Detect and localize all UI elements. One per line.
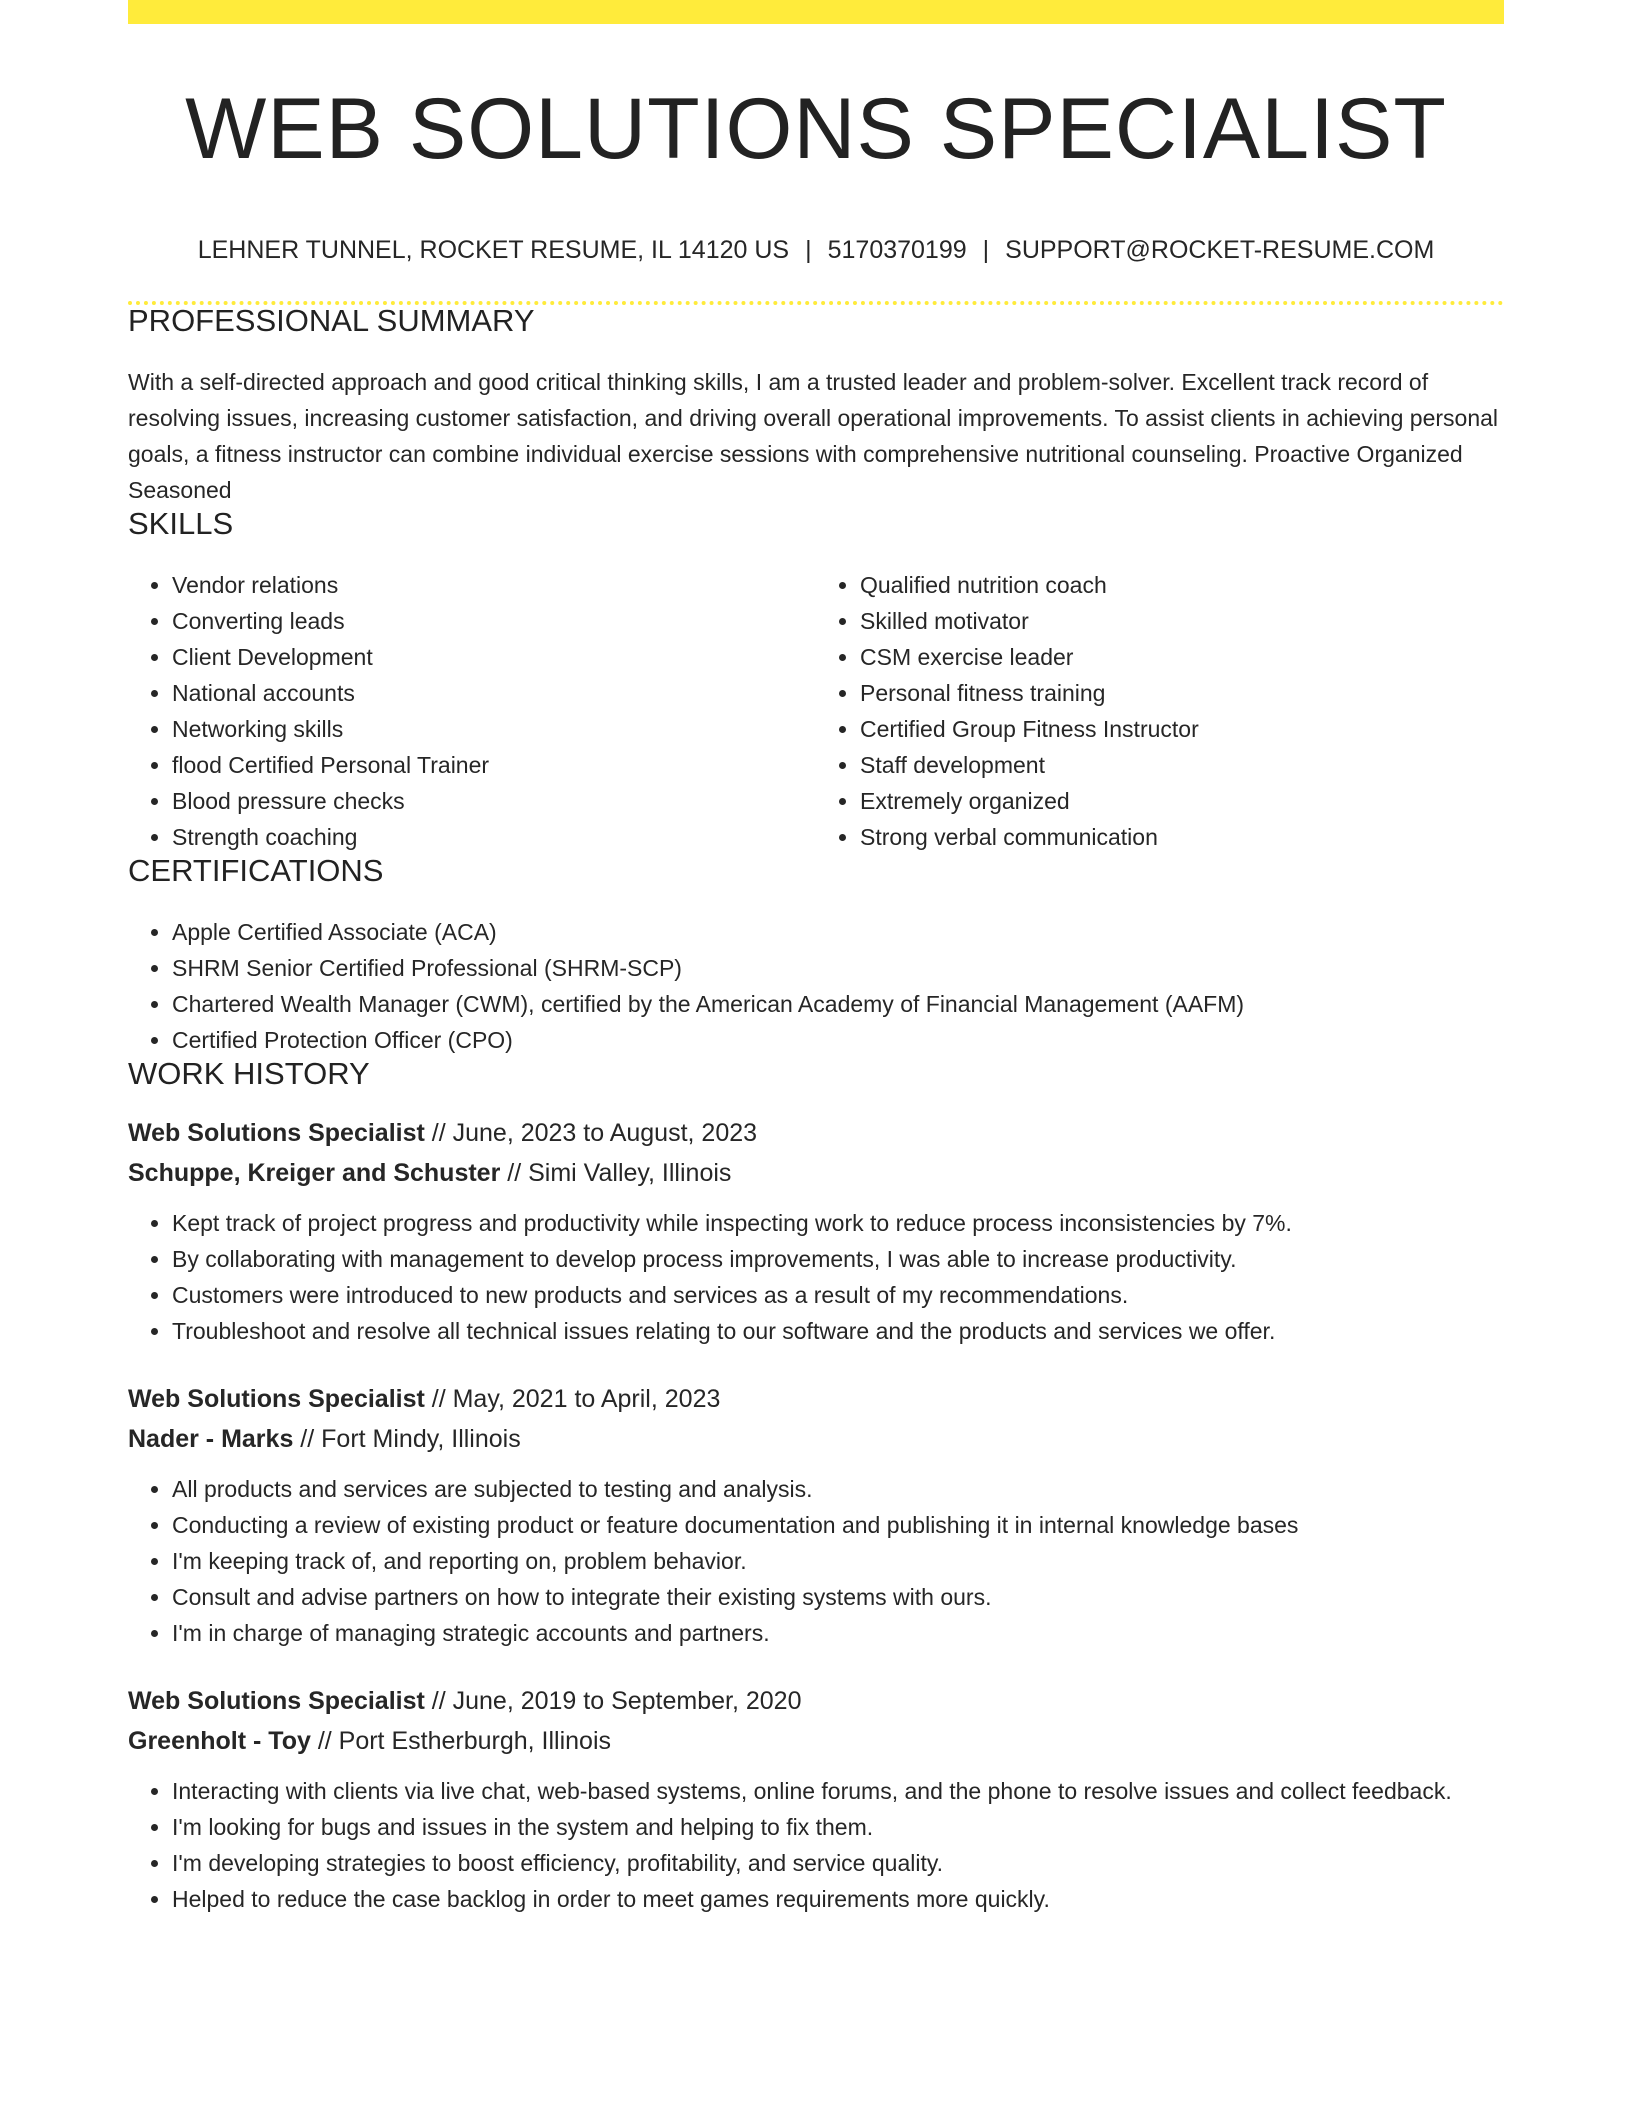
skill-item: • Staff development [860, 747, 1504, 783]
job-dates: // May, 2021 to April, 2023 [424, 1385, 721, 1413]
skill-item: • Personal fitness training [860, 675, 1504, 711]
skill-item: • Certified Group Fitness Instructor [860, 711, 1504, 747]
contact-line [128, 238, 1504, 263]
summary-heading: PROFESSIONAL SUMMARY [128, 303, 535, 338]
contact-phone: 5170370199 [827, 236, 967, 264]
job-company-line [128, 1419, 1504, 1459]
skill-item: • flood Certified Personal Trainer [172, 747, 816, 783]
job-bullet: • Helped to reduce the case backlog in order to meet games requirements more quickly. [172, 1881, 1504, 1917]
job-bullet: • Customers were introduced to new products and services as a result of my recommendations. [172, 1277, 1504, 1313]
contact-separator: | [982, 236, 990, 264]
job-dates: // June, 2019 to September, 2020 [424, 1687, 802, 1715]
summary-text: With a self-directed approach and good critical thinking skills, I am a trusted leader and problem-solver. Excellent track record of resolving issues, increasing customer satisfaction, and driving overall operational improvements. To assist clients in achieving personal goals, a fitness instructor can combine individual exercise sessions with comprehensive nutritional counseling. Proactive Organized Seasoned [128, 369, 1499, 503]
skill-item: • Skilled motivator [860, 603, 1504, 639]
job-company: Nader - Marks [128, 1425, 294, 1453]
job-bullet: • I'm developing strategies to boost efficiency, profitability, and service quality. [172, 1845, 1504, 1881]
contact-separator: | [805, 236, 812, 264]
job-bullet: • Consult and advise partners on how to integrate their existing systems with ours. [172, 1579, 1504, 1615]
skills-column-left [128, 567, 816, 855]
resume-page [128, 0, 1504, 1917]
top-accent-bar [128, 0, 1504, 24]
job-dates: // June, 2023 to August, 2023 [424, 1119, 758, 1147]
certification-item: • SHRM Senior Certified Professional (SHRM-SCP) [172, 950, 1504, 986]
job-entry [128, 1681, 1504, 1917]
skill-item: • Qualified nutrition coach [860, 567, 1504, 603]
work-history-heading: WORK HISTORY [128, 1056, 370, 1091]
skill-item: • Converting leads [172, 603, 816, 639]
certifications-list [128, 914, 1504, 1058]
job-bullet: • I'm in charge of managing strategic accounts and partners. [172, 1615, 1504, 1651]
contact-address: LEHNER TUNNEL, ROCKET RESUME, IL 14120 US [197, 236, 790, 264]
job-bullet: • Kept track of project progress and productivity while inspecting work to reduce process inconsistencies by 7%. [172, 1205, 1504, 1241]
skill-item: • Strength coaching [172, 819, 816, 855]
job-bullet-list [128, 1471, 1504, 1651]
job-role: Web Solutions Specialist [128, 1687, 425, 1715]
skill-item: • Vendor relations [172, 567, 816, 603]
job-location: // Simi Valley, Illinois [500, 1159, 732, 1187]
certification-item: • Certified Protection Officer (CPO) [172, 1022, 1504, 1058]
skill-item: • Blood pressure checks [172, 783, 816, 819]
job-company-line [128, 1153, 1504, 1193]
job-bullet: • All products and services are subjected to testing and analysis. [172, 1471, 1504, 1507]
job-bullet: • Conducting a review of existing product or feature documentation and publishing it in internal knowledge bases [172, 1507, 1504, 1543]
job-location: // Fort Mindy, Illinois [293, 1425, 521, 1453]
skills-heading: SKILLS [128, 506, 234, 541]
certification-item: • Apple Certified Associate (ACA) [172, 914, 1504, 950]
skill-item: • Strong verbal communication [860, 819, 1504, 855]
job-bullet: • Interacting with clients via live chat, web-based systems, online forums, and the phone to resolve issues and collect feedback. [172, 1773, 1504, 1809]
job-entry [128, 1379, 1504, 1651]
job-role: Web Solutions Specialist [128, 1119, 425, 1147]
skill-item: • Client Development [172, 639, 816, 675]
skill-item: • Networking skills [172, 711, 816, 747]
job-role-line [128, 1681, 1504, 1721]
skill-item: • CSM exercise leader [860, 639, 1504, 675]
job-location: // Port Estherburgh, Illinois [310, 1727, 612, 1755]
job-bullet: • I'm keeping track of, and reporting on, problem behavior. [172, 1543, 1504, 1579]
job-role-line [128, 1113, 1504, 1153]
skills-column-right [816, 567, 1504, 855]
skills-list [128, 567, 1504, 855]
skill-item: • National accounts [172, 675, 816, 711]
job-company-line [128, 1721, 1504, 1761]
certifications-heading: CERTIFICATIONS [128, 853, 384, 888]
contact-email: SUPPORT@ROCKET-RESUME.COM [1005, 236, 1435, 264]
resume-title: WEB SOLUTIONS SPECIALIST [185, 81, 1447, 177]
job-bullet-list [128, 1773, 1504, 1917]
job-bullet: • By collaborating with management to develop process improvements, I was able to increase productivity. [172, 1241, 1504, 1277]
job-bullet-list [128, 1205, 1504, 1349]
job-company: Greenholt - Toy [128, 1727, 311, 1755]
job-bullet: • I'm looking for bugs and issues in the system and helping to fix them. [172, 1809, 1504, 1845]
job-role-line [128, 1379, 1504, 1419]
job-company: Schuppe, Kreiger and Schuster [128, 1159, 501, 1187]
job-bullet: • Troubleshoot and resolve all technical issues relating to our software and the products and services we offer. [172, 1313, 1504, 1349]
job-entry [128, 1113, 1504, 1349]
certification-item: • Chartered Wealth Manager (CWM), certified by the American Academy of Financial Management (AAFM) [172, 986, 1504, 1022]
skill-item: • Extremely organized [860, 783, 1504, 819]
job-role: Web Solutions Specialist [128, 1385, 425, 1413]
